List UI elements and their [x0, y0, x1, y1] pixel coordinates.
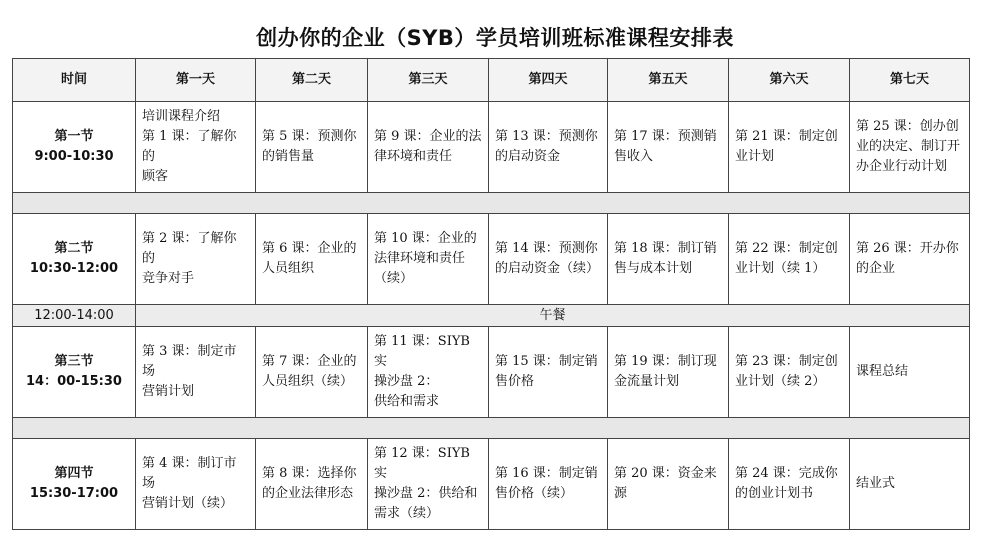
- lesson-line: 营销计划（续）: [142, 496, 234, 511]
- lesson-line: 第 18 课：制订销: [614, 241, 717, 256]
- lesson-line: 售价格（续）: [495, 486, 574, 501]
- slot-time-cell: [13, 327, 136, 418]
- lesson-line: 人员组织: [262, 261, 315, 276]
- lesson-cell: [368, 439, 489, 530]
- header-day-1: 第一天: [136, 59, 256, 102]
- lesson-cell: [368, 102, 489, 193]
- lesson-cell: [489, 214, 608, 305]
- lesson-line: 的启动资金（续）: [495, 261, 600, 276]
- lesson-cell: [489, 102, 608, 193]
- slot-row: [13, 214, 970, 305]
- lesson-line: 第 14 课：预测你: [495, 241, 598, 256]
- lesson-cell: [256, 439, 368, 530]
- slot-time: 15:30-17:00: [29, 486, 119, 501]
- lesson-line: 办企业行动计划: [856, 159, 948, 174]
- lesson-line: 第 24 课：完成你: [735, 466, 838, 481]
- lesson-line: 律环境和责任: [374, 149, 453, 164]
- lesson-line: 业的决定、制订开: [856, 139, 961, 154]
- lesson-line: 第 13 课：预测你: [495, 129, 598, 144]
- slot-name: 第二节: [54, 241, 94, 256]
- lesson-line: 售与成本计划: [614, 261, 693, 276]
- lesson-line: 第 4 课：制订市场: [142, 456, 237, 491]
- lesson-cell: [489, 439, 608, 530]
- lesson-line: 第 23 课：制定创: [735, 354, 838, 369]
- break-row: [13, 418, 970, 439]
- lunch-row: [13, 305, 970, 327]
- lesson-cell: [368, 214, 489, 305]
- lesson-line: 第 15 课：制定销: [495, 354, 598, 369]
- lesson-cell: [850, 327, 970, 418]
- lesson-cell: [136, 214, 256, 305]
- page-title: 创办你的企业（SYB）学员培训班标准课程安排表: [256, 26, 734, 50]
- lesson-cell: [729, 214, 850, 305]
- slot-time: 14：00-15:30: [26, 374, 122, 389]
- lesson-line: 第 21 课：制定创: [735, 129, 838, 144]
- lesson-line: （续）: [374, 271, 414, 286]
- lesson-cell: [608, 439, 729, 530]
- lesson-line: 培训课程介绍: [142, 109, 221, 124]
- lesson-line: 第 6 课：企业的: [262, 241, 357, 256]
- lesson-line: 第 17 课：预测销: [614, 129, 717, 144]
- lesson-line: 第 25 课：创办创: [856, 119, 959, 134]
- lesson-line: 第 7 课：企业的: [262, 354, 357, 369]
- slot-time: 9:00-10:30: [34, 149, 114, 164]
- lesson-line: 操沙盘 2：: [374, 374, 439, 389]
- slot-name: 第四节: [54, 466, 94, 481]
- header-day-5: 第五天: [608, 59, 729, 102]
- break-row: [13, 193, 970, 214]
- lesson-line: 第 19 课：制订现: [614, 354, 717, 369]
- lesson-line: 的企业法律形态: [262, 486, 354, 501]
- lesson-cell: [608, 102, 729, 193]
- lesson-cell: [256, 327, 368, 418]
- break-cell: [13, 193, 970, 214]
- lesson-line: 法律环境和责任: [374, 251, 466, 266]
- lesson-line: 供给和需求: [374, 394, 440, 409]
- header-day-2: 第二天: [256, 59, 368, 102]
- lesson-line: 竞争对手: [142, 271, 195, 286]
- lesson-cell: [729, 102, 850, 193]
- lesson-cell: [256, 214, 368, 305]
- lesson-line: 源: [614, 486, 628, 501]
- slot-row: [13, 439, 970, 530]
- lesson-line: 营销计划: [142, 384, 195, 399]
- lesson-line: 第 1 课：了解你的: [142, 129, 237, 164]
- lesson-cell: [136, 102, 256, 193]
- lesson-line: 第 3 课：制定市场: [142, 344, 237, 379]
- lesson-line: 售收入: [614, 149, 654, 164]
- lesson-cell: [136, 327, 256, 418]
- lesson-line: 人员组织（续）: [262, 374, 354, 389]
- lunch-time: 12:00-14:00: [13, 305, 136, 327]
- lesson-line: 的启动资金: [495, 149, 561, 164]
- header-day-6: 第六天: [729, 59, 850, 102]
- lesson-line: 金流量计划: [614, 374, 680, 389]
- lesson-line: 顾客: [142, 169, 169, 184]
- lesson-line: 的销售量: [262, 149, 315, 164]
- lesson-cell: [850, 214, 970, 305]
- lesson-line: 售价格: [495, 374, 535, 389]
- lesson-cell: [729, 439, 850, 530]
- lesson-line: 第 10 课：企业的: [374, 231, 477, 246]
- lesson-line: 业计划: [735, 149, 775, 164]
- lesson-line: 第 20 课：资金来: [614, 466, 717, 481]
- lesson-line: 的创业计划书: [735, 486, 814, 501]
- lesson-line: 课程总结: [856, 364, 909, 379]
- lesson-line: 第 11 课：SIYB 实: [374, 334, 475, 369]
- lesson-cell: [136, 439, 256, 530]
- lesson-cell: [850, 102, 970, 193]
- break-cell: [13, 418, 970, 439]
- lesson-line: 结业式: [856, 476, 896, 491]
- slot-time-cell: [13, 102, 136, 193]
- lesson-line: 需求（续）: [374, 506, 440, 521]
- lesson-cell: [850, 439, 970, 530]
- lesson-cell: [608, 327, 729, 418]
- lesson-cell: [489, 327, 608, 418]
- slot-time-cell: [13, 439, 136, 530]
- lesson-line: 第 2 课：了解你的: [142, 231, 237, 266]
- slot-name: 第一节: [54, 129, 94, 144]
- lesson-cell: [256, 102, 368, 193]
- lesson-line: 第 9 课：企业的法: [374, 129, 482, 144]
- lesson-line: 的企业: [856, 261, 896, 276]
- lesson-cell: [608, 214, 729, 305]
- header-row: [13, 59, 970, 102]
- lesson-line: 第 12 课：SIYB 实: [374, 446, 475, 481]
- slot-row: [13, 102, 970, 193]
- lesson-line: 第 8 课：选择你: [262, 466, 357, 481]
- lesson-line: 第 26 课：开办你: [856, 241, 959, 256]
- slot-row: [13, 327, 970, 418]
- lesson-cell: [368, 327, 489, 418]
- lesson-cell: [729, 327, 850, 418]
- header-day-7: 第七天: [850, 59, 970, 102]
- slot-time-cell: [13, 214, 136, 305]
- lesson-line: 业计划（续 2）: [735, 374, 826, 389]
- header-time: 时间: [13, 59, 136, 102]
- lesson-line: 第 22 课：制定创: [735, 241, 838, 256]
- lesson-line: 业计划（续 1）: [735, 261, 826, 276]
- lesson-line: 操沙盘 2：供给和: [374, 486, 478, 501]
- header-day-3: 第三天: [368, 59, 489, 102]
- lesson-line: 第 16 课：制定销: [495, 466, 598, 481]
- lunch-label: 午餐: [136, 305, 970, 327]
- schedule-table: [12, 58, 970, 530]
- slot-time: 10:30-12:00: [29, 261, 119, 276]
- lesson-line: 第 5 课：预测你: [262, 129, 357, 144]
- slot-name: 第三节: [54, 354, 94, 369]
- header-day-4: 第四天: [489, 59, 608, 102]
